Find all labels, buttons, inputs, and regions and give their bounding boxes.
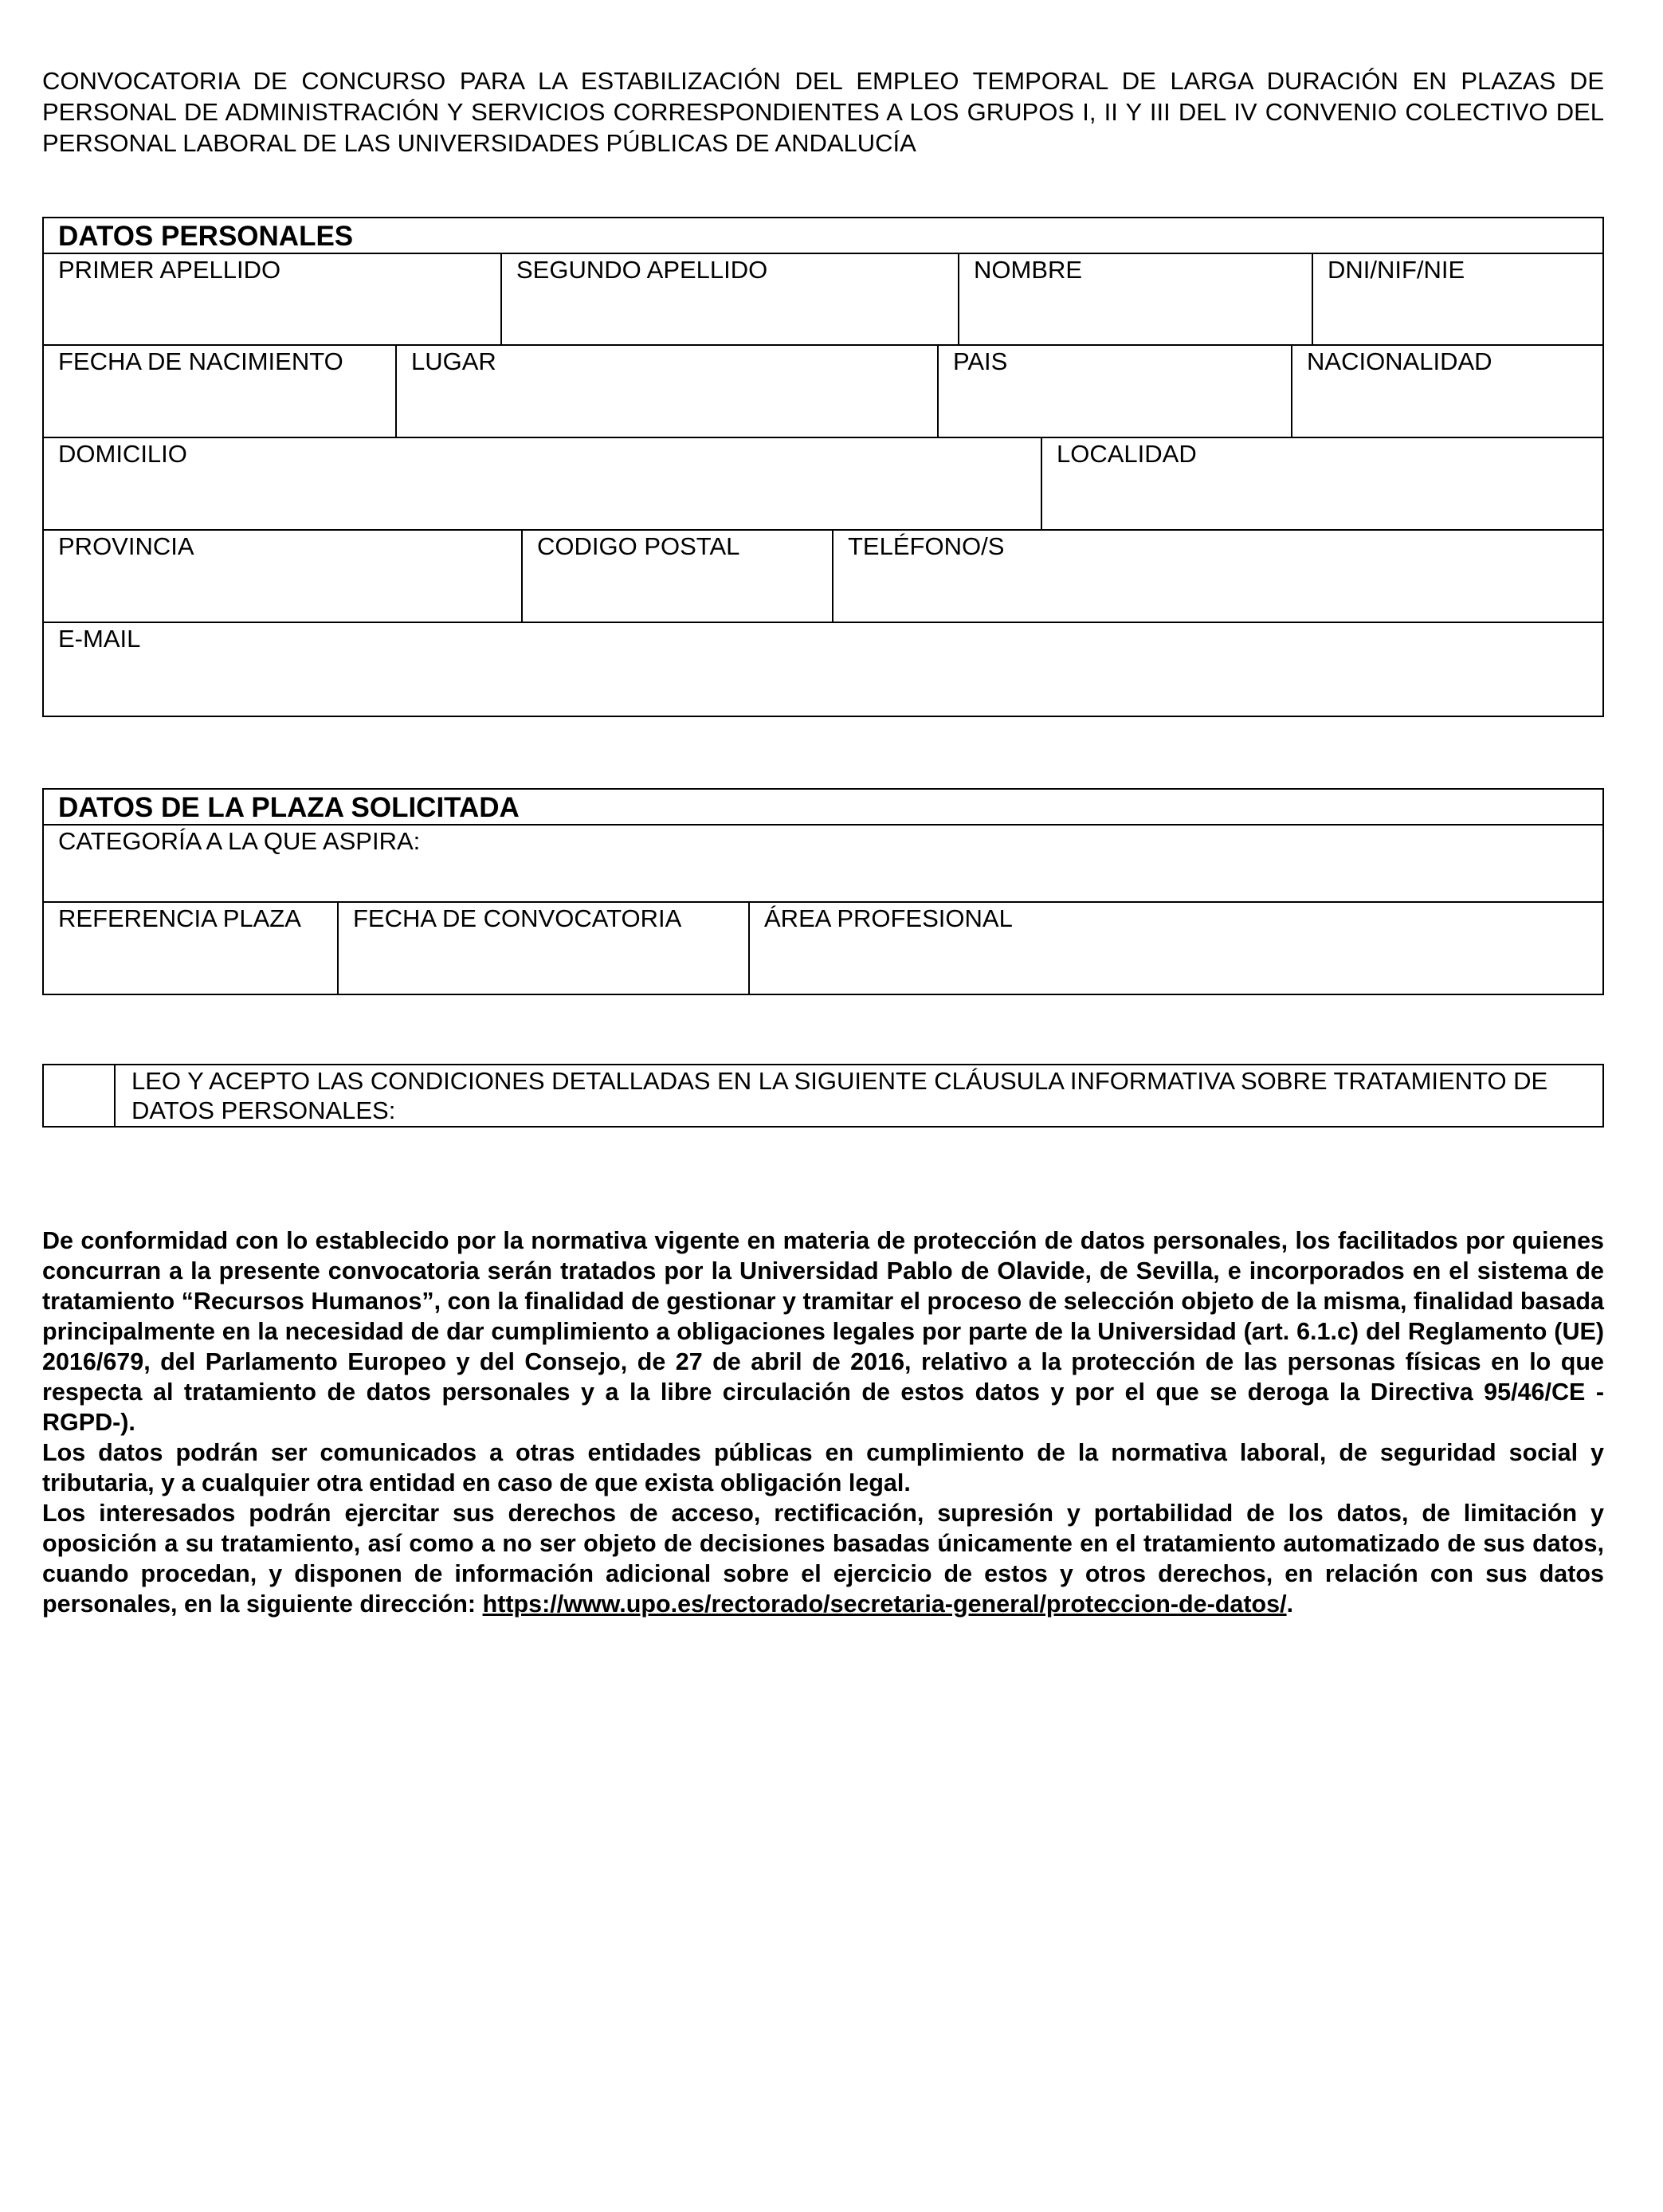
nacionalidad-field[interactable] <box>1292 346 1602 437</box>
plaza-section <box>42 788 1604 995</box>
consent-row <box>42 1064 1604 1128</box>
data-protection-link[interactable]: https://www.upo.es/rectorado/secretaria-general/proteccion-de-datos/ <box>482 1590 1287 1618</box>
segundo-apellido-field[interactable] <box>502 254 959 344</box>
dni-label: DNI/NIF/NIE <box>1328 256 1465 284</box>
lugar-field[interactable] <box>397 346 939 437</box>
nacionalidad-label: NACIONALIDAD <box>1307 347 1492 375</box>
telefono-field[interactable] <box>833 531 1602 622</box>
categoria-field[interactable] <box>44 826 1602 901</box>
legal-notice <box>42 1226 1604 1619</box>
fecha-convocatoria-field[interactable] <box>339 903 750 994</box>
legal-paragraph-1: De conformidad con lo establecido por la normativa vigente en materia de protección de datos personales, los facilitados por quienes concurran a la presente convocatoria serán tratados por la Universidad Pablo de Olavide, de Sevilla, e incorporados en el sistema de tratamiento “Recursos Humanos”, con la finalidad de gestionar y tramitar el proceso de selección objeto de la misma, finalidad basada principalmente en la necesidad de dar cumplimiento a obligaciones legales por parte de la Universidad (art. 6.1.c) del Reglamento (UE) 2016/679, del Parlamento Europeo y del Consejo, de 27 de abril de 2016, relativo a la protección de las personas físicas en lo que respecta al tratamiento de datos personales y a la libre circulación de estos datos y por el que se deroga la Directiva 95/46/CE -RGPD-). <box>42 1227 1604 1436</box>
telefono-label: TELÉFONO/S <box>848 532 1005 560</box>
legal-paragraph-3 <box>42 1498 1604 1619</box>
referencia-plaza-field[interactable] <box>44 903 339 994</box>
referencia-plaza-label: REFERENCIA PLAZA <box>58 904 301 932</box>
plaza-title: DATOS DE LA PLAZA SOLICITADA <box>44 790 1602 826</box>
personal-data-title: DATOS PERSONALES <box>44 218 1602 254</box>
personal-data-section <box>42 217 1604 717</box>
lugar-label: LUGAR <box>411 347 496 375</box>
area-profesional-field[interactable] <box>750 903 1602 994</box>
personal-row-5 <box>44 623 1602 716</box>
area-profesional-label: ÁREA PROFESIONAL <box>764 904 1013 932</box>
nombre-field[interactable] <box>959 254 1313 344</box>
email-label: E-MAIL <box>58 625 141 653</box>
plaza-row-2 <box>44 903 1602 994</box>
codigo-postal-label: CODIGO POSTAL <box>537 532 740 560</box>
codigo-postal-field[interactable] <box>523 531 833 622</box>
domicilio-field[interactable] <box>44 438 1042 529</box>
pais-label: PAIS <box>953 347 1008 375</box>
personal-row-2 <box>44 346 1602 438</box>
pais-field[interactable] <box>939 346 1292 437</box>
domicilio-label: DOMICILIO <box>58 440 187 468</box>
consent-text: LEO Y ACEPTO LAS CONDICIONES DETALLADAS EN LA SIGUIENTE CLÁUSULA INFORMATIVA SOBRE TRATAMIENTO DE DATOS PERSONALES: <box>131 1067 1548 1124</box>
fecha-nacimiento-field[interactable] <box>44 346 397 437</box>
provincia-field[interactable] <box>44 531 523 622</box>
page-title: CONVOCATORIA DE CONCURSO PARA LA ESTABILIZACIÓN DEL EMPLEO TEMPORAL DE LARGA DURACIÓN EN PLAZAS DE PERSONAL DE ADMINISTRACIÓN Y SERVICIOS CORRESPONDIENTES A LOS GRUPOS I, II Y III DEL IV CONVENIO COLECTIVO DEL PERSONAL LABORAL DE LAS UNIVERSIDADES PÚBLICAS DE ANDALUCÍA <box>42 67 1604 157</box>
localidad-label: LOCALIDAD <box>1057 440 1197 468</box>
personal-row-4 <box>44 531 1602 623</box>
segundo-apellido-label: SEGUNDO APELLIDO <box>516 256 768 284</box>
legal-paragraph-2: Los datos podrán ser comunicados a otras entidades públicas en cumplimiento de la normativa laboral, de seguridad social y tributaria, y a cualquier otra entidad en caso de que exista obligación legal. <box>42 1439 1604 1496</box>
primer-apellido-label: PRIMER APELLIDO <box>58 256 281 284</box>
provincia-label: PROVINCIA <box>58 532 194 560</box>
legal-paragraph-3-text: Los interesados podrán ejercitar sus derechos de acceso, rectificación, supresión y portabilidad de los datos, de limitación y oposición a su tratamiento, así como a no ser objeto de decisiones basadas únicamente en el tratamiento automatizado de sus datos, cuando procedan, y disponen de información adicional sobre el ejercicio de estos y otros derechos, en relación con sus datos personales, en la siguiente dirección: <box>42 1500 1604 1618</box>
personal-row-3 <box>44 438 1602 531</box>
dni-field[interactable] <box>1313 254 1602 344</box>
legal-period: . <box>1286 1590 1294 1618</box>
nombre-label: NOMBRE <box>974 256 1083 284</box>
personal-row-1 <box>44 254 1602 346</box>
fecha-convocatoria-label: FECHA DE CONVOCATORIA <box>353 904 682 932</box>
plaza-row-1 <box>44 826 1602 903</box>
consent-checkbox[interactable] <box>44 1065 116 1126</box>
categoria-label: CATEGORÍA A LA QUE ASPIRA: <box>58 827 421 855</box>
email-field[interactable] <box>44 623 1602 716</box>
primer-apellido-field[interactable] <box>44 254 502 344</box>
localidad-field[interactable] <box>1042 438 1602 529</box>
fecha-nacimiento-label: FECHA DE NACIMIENTO <box>58 347 343 375</box>
